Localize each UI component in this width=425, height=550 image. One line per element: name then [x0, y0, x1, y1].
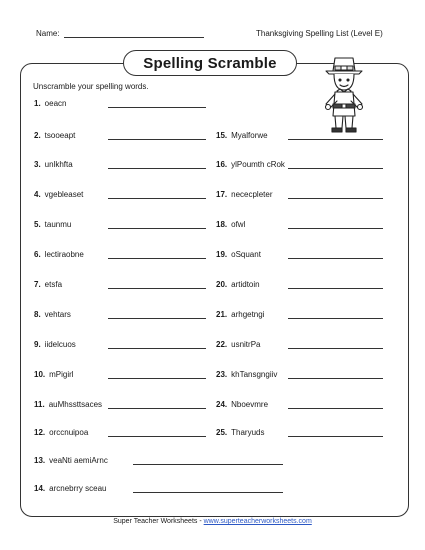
item-number: 1.: [34, 99, 41, 108]
answer-line[interactable]: [288, 436, 383, 437]
spelling-item: [34, 190, 83, 199]
scrambled-word: Myalforwe: [231, 131, 268, 140]
answer-line[interactable]: [108, 168, 206, 169]
item-number: 18.: [216, 220, 228, 229]
answer-line[interactable]: [108, 378, 206, 379]
answer-line[interactable]: [288, 198, 383, 199]
answer-line[interactable]: [288, 408, 383, 409]
spelling-item: [216, 370, 277, 379]
item-number: 15.: [216, 131, 228, 140]
answer-line[interactable]: [288, 348, 383, 349]
scrambled-word: tsooeapt: [44, 131, 76, 140]
scrambled-word: lectiraobne: [44, 250, 84, 259]
scrambled-word: Nboevmre: [231, 400, 269, 409]
spelling-item: [34, 456, 108, 465]
item-number: 21.: [216, 310, 228, 319]
answer-line[interactable]: [108, 139, 206, 140]
item-number: 7.: [34, 280, 41, 289]
scrambled-word: vehtars: [44, 310, 71, 319]
scrambled-word: Tharyuds: [231, 428, 265, 437]
scrambled-word: oSquant: [231, 250, 261, 259]
spelling-item: [216, 250, 261, 259]
scrambled-word: ofwl: [231, 220, 246, 229]
item-number: 17.: [216, 190, 228, 199]
item-number: 5.: [34, 220, 41, 229]
item-number: 4.: [34, 190, 41, 199]
answer-line[interactable]: [288, 168, 383, 169]
spelling-item: [216, 340, 260, 349]
answer-line[interactable]: [108, 107, 206, 108]
spelling-item: [34, 99, 66, 108]
item-number: 16.: [216, 160, 228, 169]
item-number: 10.: [34, 370, 46, 379]
scrambled-word: ylPoumth cRok: [231, 160, 285, 169]
answer-line[interactable]: [133, 464, 283, 465]
spelling-item: [34, 428, 88, 437]
item-number: 2.: [34, 131, 41, 140]
answer-line[interactable]: [108, 198, 206, 199]
item-number: 25.: [216, 428, 228, 437]
scrambled-word: nececpleter: [231, 190, 273, 199]
footer-link[interactable]: www.superteacherworksheets.com: [203, 518, 312, 525]
item-number: 23.: [216, 370, 228, 379]
scrambled-word: unlkhfta: [44, 160, 73, 169]
spelling-item: [216, 428, 264, 437]
spelling-item: [34, 370, 74, 379]
spelling-item: [34, 250, 84, 259]
spelling-item: [34, 160, 73, 169]
answer-line[interactable]: [108, 348, 206, 349]
scrambled-word: vgebleaset: [44, 190, 84, 199]
scrambled-word: oeacn: [44, 99, 67, 108]
scrambled-word: auMhssttsaces: [48, 400, 103, 409]
item-number: 14.: [34, 484, 46, 493]
item-number: 22.: [216, 340, 228, 349]
item-number: 6.: [34, 250, 41, 259]
item-number: 20.: [216, 280, 228, 289]
spelling-item: [34, 400, 102, 409]
item-number: 8.: [34, 310, 41, 319]
answer-line[interactable]: [288, 378, 383, 379]
spelling-item: [34, 280, 62, 289]
spelling-item: [216, 280, 260, 289]
item-number: 19.: [216, 250, 228, 259]
scrambled-word: orccnuipoa: [49, 428, 89, 437]
answer-line[interactable]: [288, 288, 383, 289]
answer-line[interactable]: [288, 258, 383, 259]
answer-line[interactable]: [108, 436, 206, 437]
instructions: Unscramble your spelling words.: [33, 82, 149, 91]
item-number: 24.: [216, 400, 228, 409]
item-number: 3.: [34, 160, 41, 169]
item-number: 13.: [34, 456, 46, 465]
scrambled-word: usnitrPa: [231, 340, 261, 349]
spelling-item: [216, 400, 268, 409]
spelling-item: [216, 220, 245, 229]
scrambled-word: arcnebrry sceau: [49, 484, 107, 493]
scrambled-word: khTansgngiiv: [231, 370, 278, 379]
answer-line[interactable]: [108, 228, 206, 229]
spelling-item: [34, 340, 76, 349]
footer-credit: Super Teacher Worksheets -: [113, 518, 204, 525]
worksheet-heading: Spelling Scramble: [123, 50, 297, 76]
scrambled-word: veaNti aemiArnc: [49, 456, 108, 465]
name-field[interactable]: [64, 37, 204, 38]
scrambled-word: etsfa: [44, 280, 63, 289]
scrambled-word: artidtoin: [231, 280, 260, 289]
spelling-item: [216, 160, 285, 169]
scrambled-word: taunmu: [44, 220, 72, 229]
scrambled-word: arhgetngi: [231, 310, 265, 319]
spelling-item: [216, 310, 264, 319]
spelling-item: [216, 131, 268, 140]
answer-line[interactable]: [288, 139, 383, 140]
answer-line[interactable]: [108, 258, 206, 259]
item-number: 11.: [34, 400, 45, 409]
answer-line[interactable]: [133, 492, 283, 493]
answer-line[interactable]: [108, 408, 206, 409]
spelling-item: [34, 310, 71, 319]
spelling-item: [34, 131, 75, 140]
answer-line[interactable]: [108, 318, 206, 319]
answer-line[interactable]: [108, 288, 206, 289]
scrambled-word: iidelcuos: [44, 340, 76, 349]
item-number: 12.: [34, 428, 46, 437]
footer: [0, 518, 425, 525]
document-title: Thanksgiving Spelling List (Level E): [256, 29, 383, 38]
answer-line[interactable]: [288, 228, 383, 229]
item-number: 9.: [34, 340, 41, 349]
name-label: Name:: [36, 29, 60, 38]
spelling-item: [216, 190, 272, 199]
answer-line[interactable]: [288, 318, 383, 319]
scrambled-word: mPigirl: [49, 370, 74, 379]
spelling-item: [34, 484, 106, 493]
spelling-item: [34, 220, 71, 229]
pilgrim-icon: [318, 56, 370, 134]
